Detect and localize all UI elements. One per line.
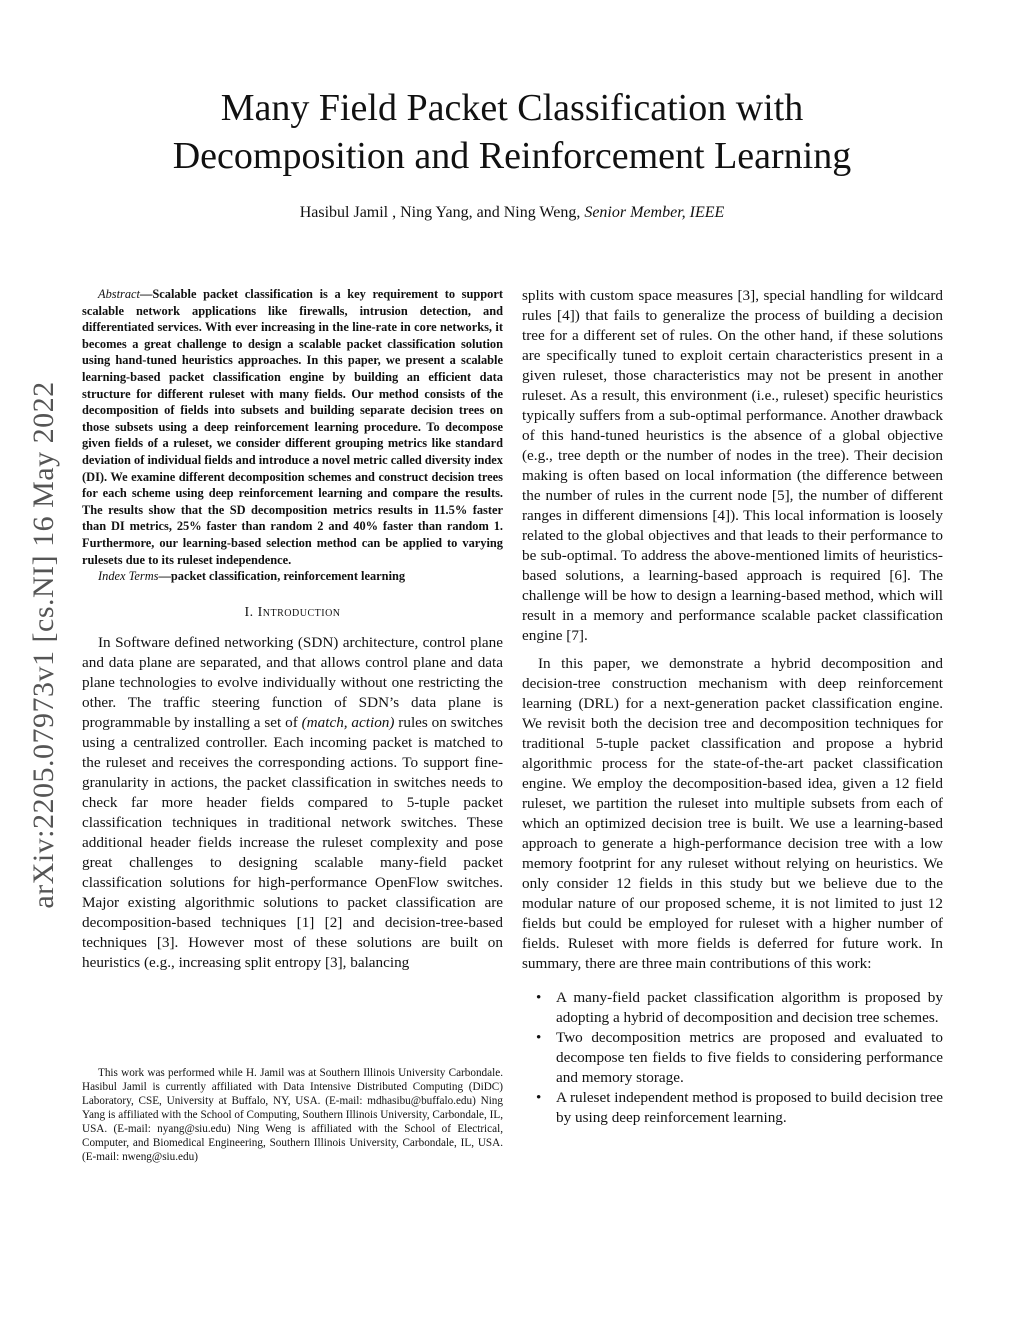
- bullet-icon: •: [536, 1089, 542, 1106]
- intro-paragraph-1: [82, 633, 503, 973]
- abstract: [82, 286, 503, 568]
- bullet-icon: •: [536, 989, 542, 1006]
- left-column: [82, 286, 503, 973]
- right-paragraph-2: In this paper, we demonstrate a hybrid decomposition and decision-tree construction mechanism with deep reinforcement learning (DRL) for a next-generation packet classification engine. We revisit both the decision tree and decomposition techniques for traditional 5-tuple packet classification and propose a hybrid algorithmic process for the state-of-the-art packet classification engine. We employ the decomposition-based idea, given a 12 field ruleset, we partition the ruleset into multiple subsets from each of which an optimized decision tree is built. We use a learning-based approach to generate a high-performance decision tree with a low memory footprint for any ruleset without relying on heuristics. We only consider 12 fields in this study but we believe due to the modular nature of our proposed scheme, it is not limited to just 12 fields but could be employed for ruleset with a higher number of fields. Ruleset with more fields is deferred for future work. In summary, there are three main contributions of this work:: [522, 655, 943, 972]
- arxiv-stamp: [20, 350, 68, 940]
- list-item: [522, 988, 943, 1028]
- paper-title: [80, 84, 944, 180]
- author-names: Hasibul Jamil , Ning Yang, and Ning Weng,: [299, 204, 585, 221]
- title-line-2: Decomposition and Reinforcement Learning: [172, 135, 852, 177]
- contribution-text: A ruleset independent method is proposed to build decision tree by using deep reinforcement learning.: [556, 1089, 943, 1126]
- intro-text-b: rules on switches using a centralized controller. Each incoming packet is matched to the ruleset and receives the corresponding actions. To support fine-granularity in actions, the packet classification in switches needs to check far more header fields compared to 5-tuple packet classification techniques in traditional network switches. These additional header fields increase the ruleset complexity and pose great challenges to designing scalable many-field packet classification solutions for high-performance OpenFlow switches. Major existing algorithmic solutions to packet classification are decomposition-based techniques [1] [2] and decision-tree-based techniques [3]. However most of these solutions are built on heuristics (e.g., increasing split entropy [3], balancing: [82, 713, 503, 971]
- title-line-1: Many Field Packet Classification with: [220, 87, 804, 129]
- index-terms: [82, 568, 503, 585]
- intro-text-a: In Software defined networking (SDN) architecture, control plane and data plane are separated, and that allows control plane and data plane technologies to evolve individually without one restricting the other. The traffic steering function of SDN’s data plane is programmable by installing a set of: [82, 633, 503, 731]
- contributions-list: [522, 988, 943, 1128]
- abstract-text: —Scalable packet classification is a key requirement to support scalable network applications like firewalls, intrusion detection, and differentiated services. With ever increasing in the line-rate in core networks, it becomes a great challenge to design a scalable packet classification solution using hand-tuned heuristics approaches. In this paper, we present a scalable learning-based packet classification engine by building an efficient data structure for different ruleset with many fields. Our method consists of the decomposition of fields into subsets and building separate decision trees on those subsets using a deep reinforcement learning procedure. To decompose given fields of a ruleset, we consider different grouping metrics like standard deviation of individual fields and introduce a novel metric called diversity index (DI). We examine different decomposition schemes and construct decision trees for each scheme using deep reinforcement learning and compare the results. The results show that the SD decomposition metrics results in 11.5% faster than DI metrics, 25% faster than random 2 and 40% faster than random 1. Furthermore, our learning-based selection method can be applied to varying rulesets due to its ruleset independence.: [82, 287, 503, 567]
- index-terms-text: —packet classification, reinforcement learning: [158, 569, 406, 584]
- footnote: This work was performed while H. Jamil was at Southern Illinois University Carbondale. Hasibul Jamil is currently affiliated with Data Intensive Distributed Computing (DiDC) Laboratory, CSE, University at Buffalo, NY, USA. (E-mail: mdhasibu@buffalo.edu) Ning Yang is affiliated with the School of Computing, Southern Illinois University, Carbondale, IL, USA. (E-mail: nyang@siu.edu) Ning Weng is affiliated with the School of Electrical, Computer, and Biomedical Engineering, Southern Illinois University, Carbondale, IL, USA. (E-mail: nweng@siu.edu): [82, 1067, 503, 1163]
- paragraph-gap: [522, 646, 943, 654]
- author-role: Senior Member, IEEE: [584, 204, 725, 221]
- list-item: [522, 1028, 943, 1088]
- list-item: [522, 1088, 943, 1128]
- abstract-label: Abstract: [98, 287, 140, 301]
- right-paragraph-1: splits with custom space measures [3], special handling for wildcard rules [4]) that fails to generalize the process of building a decision tree for a different set of rules. On the other hand, if these solutions are specifically tuned to exploit certain characteristics present in a given ruleset, those characteristics may not be present in another ruleset. As a result, this environment (i.e., ruleset) specific heuristics typically suffers from a sub-optimal performance. Another drawback of this hand-tuned heuristics is the absence of a global objective (e.g., tree depth or the number of nodes in the tree). Their decision making is often based on local information (the difference between the number of rules in the current node [5], the number of different ranges in different dimensions [4]). This local information is loosely related to the global objectives and that leads to their performance to be sub-optimal. To address the above-mentioned limits of heuristics-based solutions, a learning-based approach is required [6]. The challenge will be how to design a learning-based method, which will result in a memory and performance scalable packet classification engine [7].: [522, 287, 943, 644]
- right-column: [522, 286, 943, 1128]
- intro-math: (match, action): [301, 713, 395, 731]
- contribution-text: A many-field packet classification algorithm is proposed by adopting a hybrid of decomposition and decision tree schemes.: [556, 989, 943, 1026]
- author-list: [80, 203, 944, 223]
- index-terms-label: Index Terms: [98, 569, 159, 584]
- contribution-text: Two decomposition metrics are proposed and evaluated to decompose ten fields to five fields to considering performance and memory storage.: [556, 1029, 943, 1086]
- arxiv-stamp-text: arXiv:2205.07973v1 [cs.NI] 16 May 2022: [27, 381, 60, 909]
- bullet-icon: •: [536, 1029, 542, 1046]
- section-heading-introduction: I. Introduction: [244, 604, 341, 620]
